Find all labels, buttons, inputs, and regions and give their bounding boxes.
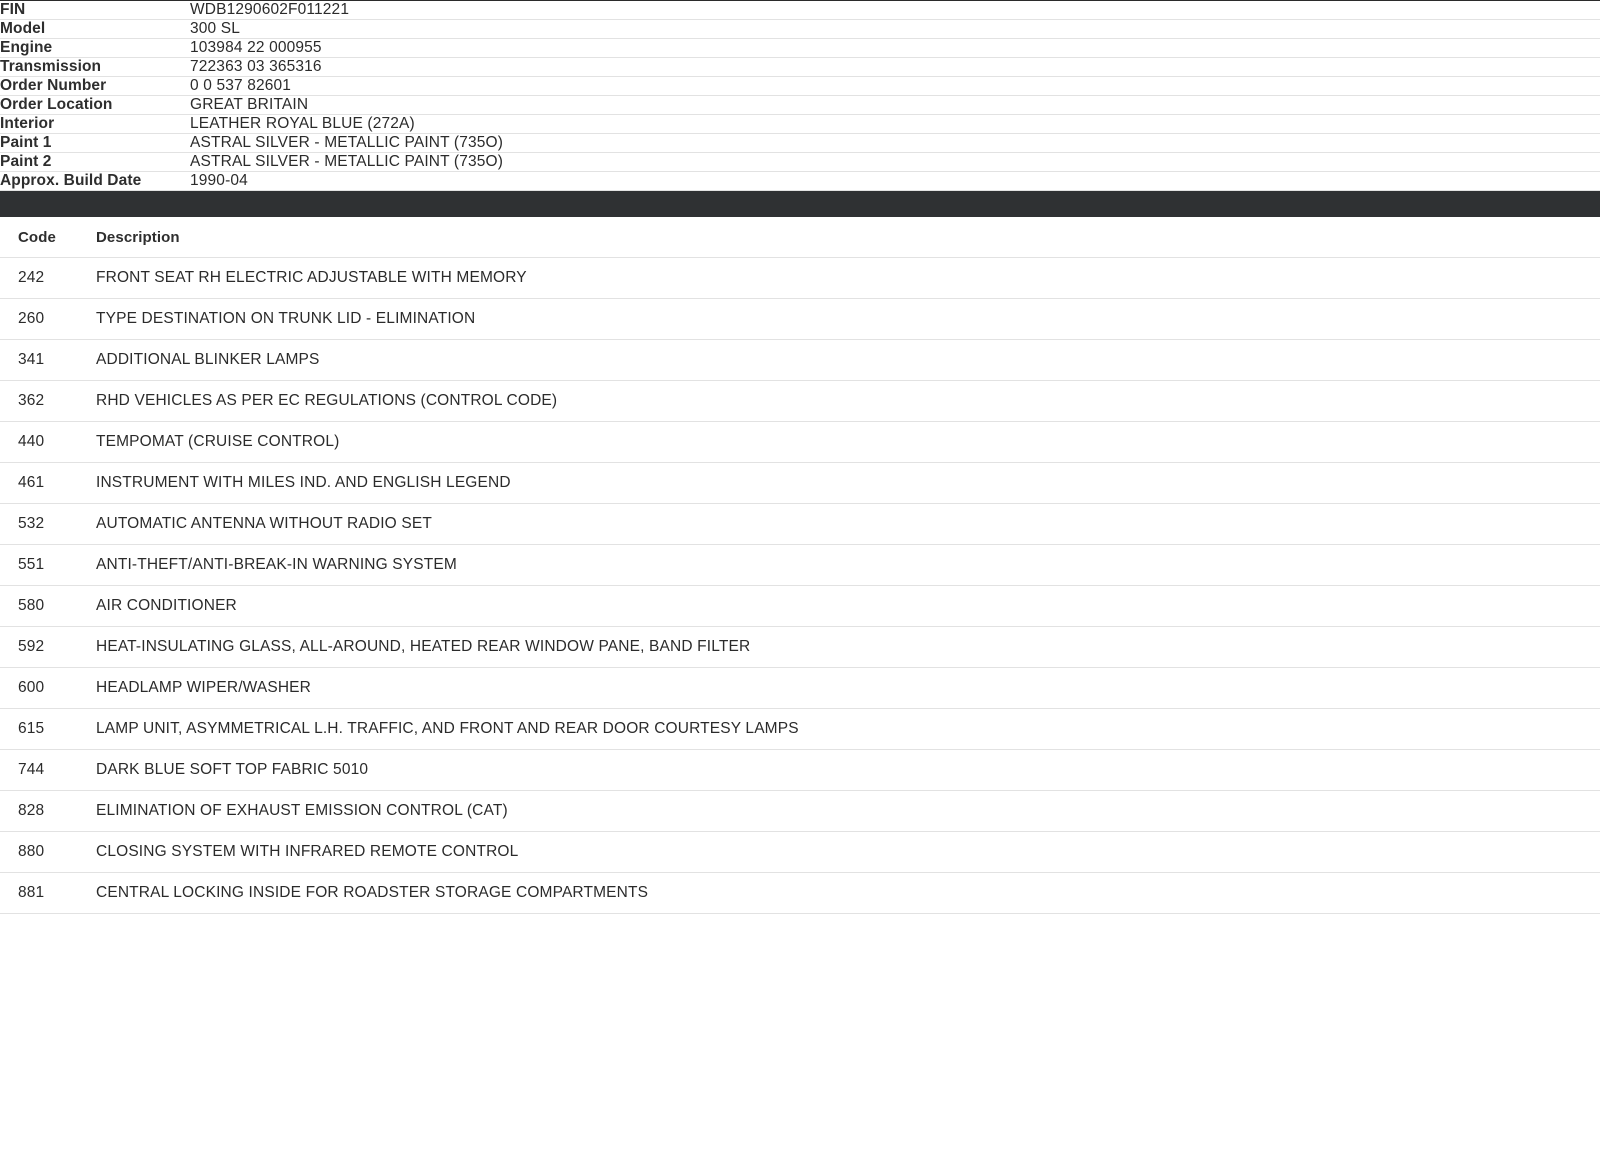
option-codes-header <box>0 217 1600 258</box>
spec-label: Order Location <box>0 96 113 113</box>
table-row <box>0 545 1600 586</box>
option-description: HEAT-INSULATING GLASS, ALL-AROUND, HEATED REAR WINDOW PANE, BAND FILTER <box>96 638 751 655</box>
option-description: CLOSING SYSTEM WITH INFRARED REMOTE CONTROL <box>96 843 519 860</box>
table-row <box>0 832 1600 873</box>
option-code: 461 <box>18 474 45 491</box>
option-code: 362 <box>18 392 45 409</box>
spec-value: 300 SL <box>190 20 241 37</box>
spec-value: LEATHER ROYAL BLUE (272A) <box>190 115 415 132</box>
option-code: 592 <box>18 638 45 655</box>
option-description: ADDITIONAL BLINKER LAMPS <box>96 351 320 368</box>
spec-row <box>0 39 1600 58</box>
table-row <box>0 709 1600 750</box>
column-header-description: Description <box>96 229 180 246</box>
spec-value: 722363 03 365316 <box>190 58 322 75</box>
option-codes-body <box>0 258 1600 914</box>
option-code: 341 <box>18 351 45 368</box>
spec-label: Order Number <box>0 77 107 94</box>
option-code: 880 <box>18 843 45 860</box>
option-code: 615 <box>18 720 45 737</box>
spec-label: Paint 1 <box>0 134 52 151</box>
spec-row <box>0 58 1600 77</box>
table-row <box>0 668 1600 709</box>
table-header-row <box>0 217 1600 258</box>
section-divider-band <box>0 191 1600 217</box>
option-code: 532 <box>18 515 45 532</box>
table-row <box>0 586 1600 627</box>
option-code: 600 <box>18 679 45 696</box>
spec-label: Paint 2 <box>0 153 52 170</box>
spec-value: ASTRAL SILVER - METALLIC PAINT (735O) <box>190 134 504 151</box>
spec-value: WDB1290602F011221 <box>190 1 350 18</box>
vehicle-spec-table <box>0 0 1600 191</box>
table-row <box>0 873 1600 914</box>
option-description: FRONT SEAT RH ELECTRIC ADJUSTABLE WITH MEMORY <box>96 269 527 286</box>
option-code: 242 <box>18 269 45 286</box>
table-row <box>0 422 1600 463</box>
spec-label: Engine <box>0 39 53 56</box>
option-code: 260 <box>18 310 45 327</box>
option-description: HEADLAMP WIPER/WASHER <box>96 679 312 696</box>
option-description: AIR CONDITIONER <box>96 597 237 614</box>
option-description: LAMP UNIT, ASYMMETRICAL L.H. TRAFFIC, AND FRONT AND REAR DOOR COURTESY LAMPS <box>96 720 799 737</box>
spec-row <box>0 77 1600 96</box>
spec-label: Interior <box>0 115 55 132</box>
spec-row <box>0 96 1600 115</box>
option-code: 744 <box>18 761 45 778</box>
table-row <box>0 627 1600 668</box>
spec-value: 0 0 537 82601 <box>190 77 292 94</box>
option-description: TEMPOMAT (CRUISE CONTROL) <box>96 433 340 450</box>
spec-label: Transmission <box>0 58 102 75</box>
spec-row <box>0 134 1600 153</box>
table-row <box>0 381 1600 422</box>
table-row <box>0 463 1600 504</box>
option-description: ELIMINATION OF EXHAUST EMISSION CONTROL (CAT) <box>96 802 508 819</box>
option-description: AUTOMATIC ANTENNA WITHOUT RADIO SET <box>96 515 432 532</box>
table-row <box>0 750 1600 791</box>
spec-row <box>0 1 1600 20</box>
spec-row <box>0 115 1600 134</box>
spec-label: Approx. Build Date <box>0 172 142 189</box>
spec-value: GREAT BRITAIN <box>190 96 309 113</box>
option-description: ANTI-THEFT/ANTI-BREAK-IN WARNING SYSTEM <box>96 556 457 573</box>
option-description: CENTRAL LOCKING INSIDE FOR ROADSTER STORAGE COMPARTMENTS <box>96 884 649 901</box>
table-row <box>0 299 1600 340</box>
option-code: 828 <box>18 802 45 819</box>
option-code: 551 <box>18 556 45 573</box>
option-code: 440 <box>18 433 45 450</box>
spec-value: 1990-04 <box>190 172 248 189</box>
spec-row <box>0 153 1600 172</box>
option-description: RHD VEHICLES AS PER EC REGULATIONS (CONTROL CODE) <box>96 392 558 409</box>
spec-label: FIN <box>0 1 26 18</box>
spec-value: ASTRAL SILVER - METALLIC PAINT (735O) <box>190 153 504 170</box>
table-row <box>0 791 1600 832</box>
spec-row <box>0 20 1600 39</box>
option-description: INSTRUMENT WITH MILES IND. AND ENGLISH LEGEND <box>96 474 511 491</box>
table-row <box>0 340 1600 381</box>
option-code: 580 <box>18 597 45 614</box>
option-codes-table <box>0 217 1600 914</box>
spec-value: 103984 22 000955 <box>190 39 322 56</box>
option-description: DARK BLUE SOFT TOP FABRIC 5010 <box>96 761 369 778</box>
spec-label: Model <box>0 20 46 37</box>
spec-row <box>0 172 1600 191</box>
option-code: 881 <box>18 884 45 901</box>
vehicle-spec-body <box>0 1 1600 191</box>
table-row <box>0 504 1600 545</box>
option-description: TYPE DESTINATION ON TRUNK LID - ELIMINATION <box>96 310 476 327</box>
column-header-code: Code <box>18 229 56 246</box>
table-row <box>0 258 1600 299</box>
